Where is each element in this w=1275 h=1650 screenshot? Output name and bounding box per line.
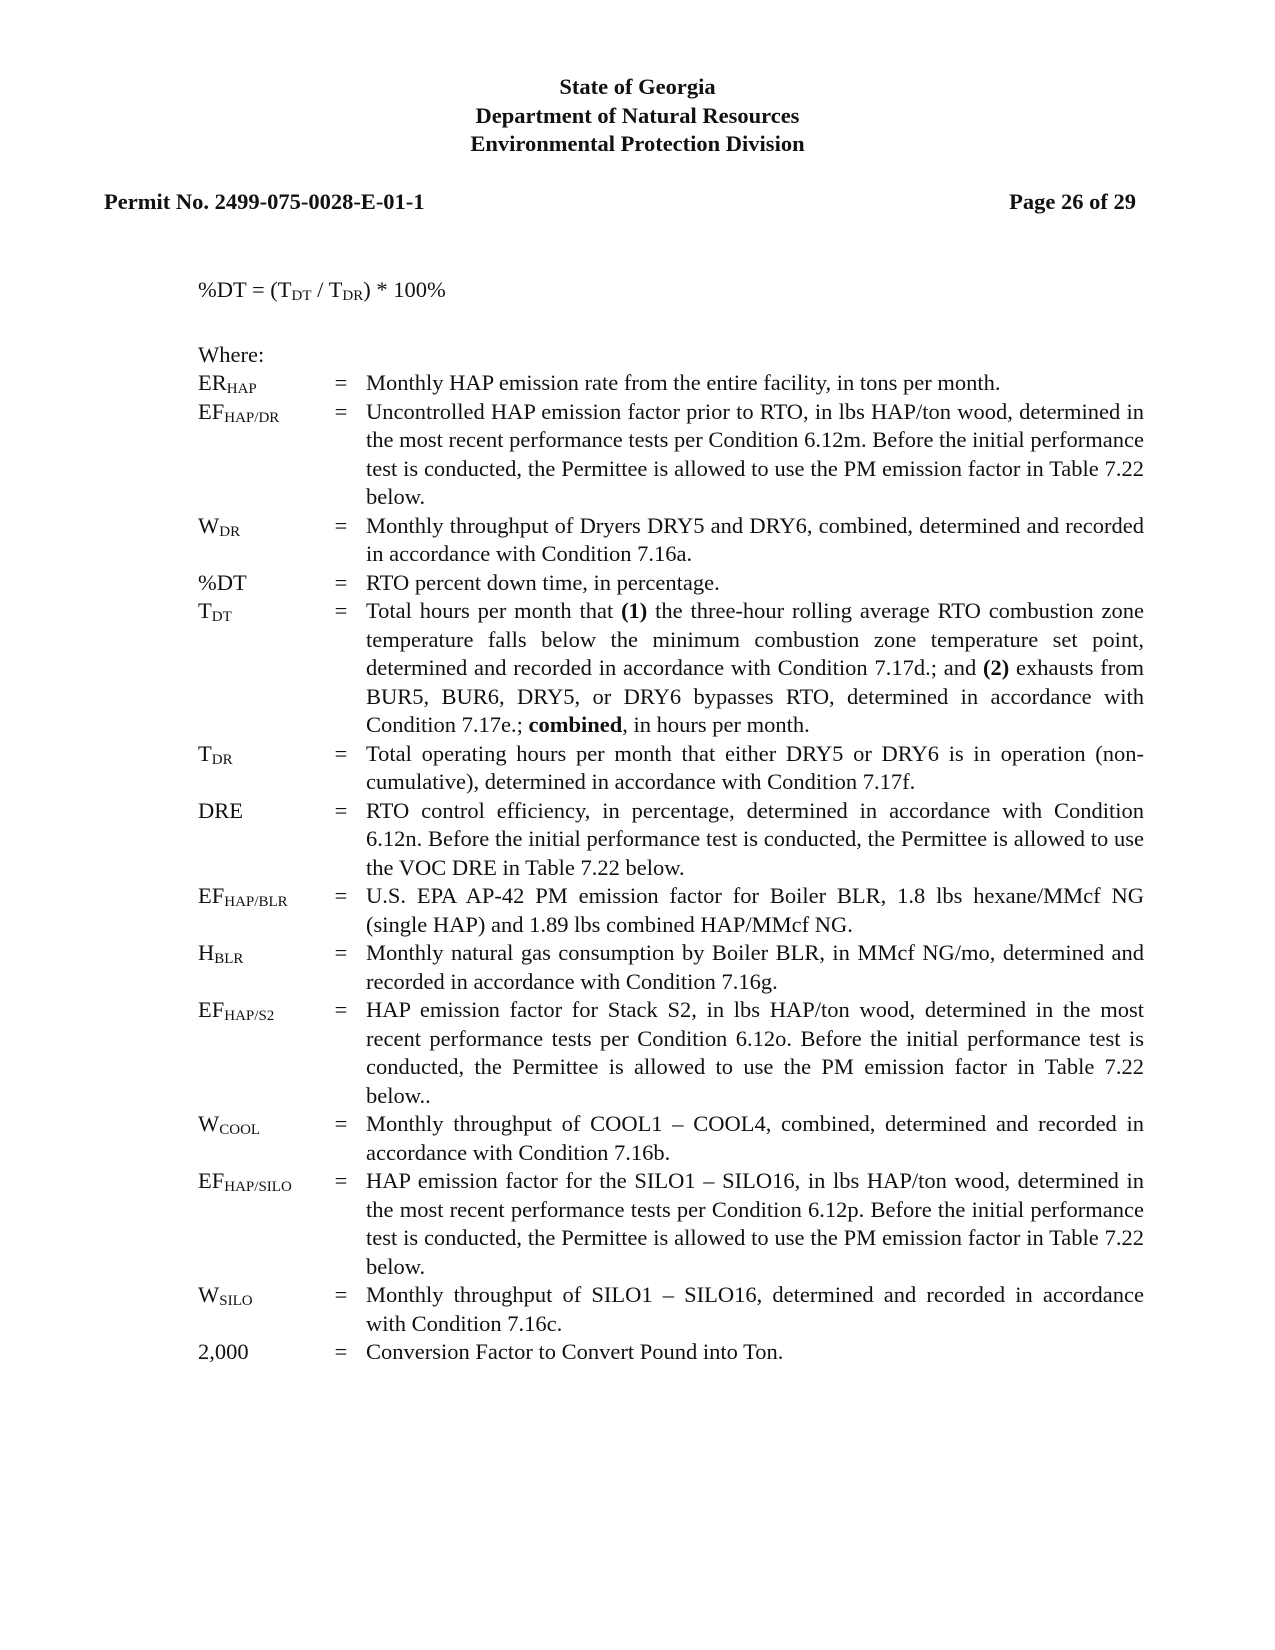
definition-term: $W_{COOL}$	[198, 1111, 261, 1138]
definition-description: Monthly HAP emission rate from the entire facility, in tons per month.	[366, 370, 1001, 395]
definition-row	[198, 1281, 1144, 1338]
equals-sign: =	[334, 1339, 348, 1364]
definition-description: Monthly throughput of SILO1 – SILO16, determined and recorded in accordance with Condition 7.16c.	[366, 1282, 1144, 1336]
percent-downtime-formula	[198, 276, 446, 304]
definition-term: $T_{DT}$	[198, 598, 232, 625]
equals-sign: =	[334, 398, 348, 424]
definition-description: HAP emission factor for Stack S2, in lbs HAP/ton wood, determined in the most recent performance tests per Condition 6.12o. Before the initial performance test is conducted, the Permittee is allowed to use the PM emission factor in Table 7.22 below..	[366, 997, 1144, 1108]
formula-mid: / T	[311, 277, 343, 302]
equals-sign: =	[334, 1168, 348, 1193]
definition-term: $T_{DR}$	[198, 740, 233, 768]
definition-description: Uncontrolled HAP emission factor prior to RTO, in lbs HAP/ton wood, determined in the most recent performance tests per Condition 6.12m. Before the initial performance test is conducted, the Permittee is allowed to use the PM emission factor in Table 7.22 below.	[366, 398, 1144, 509]
formula-lhs: %DT = (T	[198, 277, 292, 302]
definition-term: $W_{DR}$	[198, 512, 241, 540]
page-number: Page 26 of 29	[1009, 189, 1136, 214]
definition-term: $ER_{HAP}$	[198, 370, 257, 397]
definition-description: Total operating hours per month that either DRY5 or DRY6 is in operation (non-cumulative), determined in accordance with Condition 7.17f.	[366, 740, 1144, 794]
equals-sign: =	[334, 598, 348, 623]
formula-sub-dt: DT	[291, 288, 312, 304]
definition-term: $W_{SILO}$	[198, 1282, 253, 1309]
definition-term: $H_{BLR}$	[198, 940, 244, 967]
definition-term: %DT	[198, 569, 247, 595]
equals-sign: =	[334, 1282, 348, 1307]
where-label: Where:	[198, 342, 265, 367]
permit-row	[104, 188, 1136, 216]
definition-description: RTO control efficiency, in percentage, determined in accordance with Condition 6.12n. Before the initial performance test is conducted, the Permittee is allowed to use the VOC DRE in Table 7.22 below.	[366, 797, 1144, 880]
definition-description: Total hours per month that (1) the three-hour rolling average RTO combustion zone temperature falls below the minimum combustion zone temperature set point, determined and recorded in accordance with Condition 7.17d.; and (2) exhausts from BUR5, BUR6, DRY5, or DRY6 bypasses RTO, determined in accordance with Condition 7.17e.; combined, in hours per month.	[366, 598, 1144, 737]
definition-description: RTO percent down time, in percentage.	[366, 569, 720, 595]
definition-description: Monthly throughput of COOL1 – COOL4, combined, determined and recorded in accordance with Condition 7.16b.	[366, 1111, 1144, 1165]
definition-description: U.S. EPA AP-42 PM emission factor for Boiler BLR, 1.8 lbs hexane/MMcf NG (single HAP) and 1.89 lbs combined HAP/MMcf NG.	[366, 883, 1144, 937]
equals-sign: =	[334, 512, 348, 538]
definition-description: Monthly natural gas consumption by Boiler BLR, in MMcf NG/mo, determined and recorded in accordance with Condition 7.16g.	[366, 940, 1144, 994]
definition-term: $EF_{HAP/S2}$	[198, 997, 275, 1024]
document-header	[0, 73, 1275, 159]
equals-sign: =	[334, 740, 348, 766]
equals-sign: =	[334, 797, 348, 823]
formula-rhs: ) * 100%	[363, 277, 446, 302]
formula-sub-dr: DR	[342, 288, 364, 304]
header-department: Department of Natural Resources	[475, 102, 800, 128]
definition-term: 2,000	[198, 1339, 249, 1364]
definition-row	[198, 1338, 1144, 1367]
equals-sign: =	[334, 940, 348, 965]
definition-row	[198, 740, 1144, 797]
definition-row	[198, 996, 1144, 1110]
definition-term: DRE	[198, 797, 243, 823]
permit-number: Permit No. 2499-075-0028-E-01-1	[104, 189, 425, 214]
header-state: State of Georgia	[559, 74, 716, 99]
equals-sign: =	[334, 997, 348, 1022]
definition-row	[198, 369, 1144, 398]
definition-term: $EF_{HAP/DR}$	[198, 398, 280, 426]
equals-sign: =	[334, 370, 348, 395]
equals-sign: =	[334, 1111, 348, 1136]
equals-sign: =	[334, 883, 348, 908]
definition-description: Conversion Factor to Convert Pound into Ton.	[366, 1339, 784, 1364]
definition-term: $EF_{HAP/BLR}$	[198, 883, 288, 910]
definition-row	[198, 1167, 1144, 1281]
definition-row	[198, 797, 1144, 883]
definition-row	[198, 882, 1144, 939]
definition-description: HAP emission factor for the SILO1 – SILO16, in lbs HAP/ton wood, determined in the most recent performance tests per Condition 6.12p. Before the initial performance test is conducted, the Permittee is allowed to use the PM emission factor in Table 7.22 below.	[366, 1168, 1144, 1279]
definition-row	[198, 939, 1144, 996]
definition-row	[198, 597, 1144, 740]
definition-row	[198, 398, 1144, 512]
definition-row	[198, 512, 1144, 569]
header-division: Environmental Protection Division	[470, 131, 805, 156]
definitions-list	[198, 369, 1144, 1367]
definition-row	[198, 569, 1144, 598]
definition-row	[198, 1110, 1144, 1167]
definition-term: $EF_{HAP/SILO}$	[198, 1168, 292, 1195]
definition-description: Monthly throughput of Dryers DRY5 and DRY6, combined, determined and recorded in accordance with Condition 7.16a.	[366, 512, 1144, 566]
equals-sign: =	[334, 569, 348, 595]
